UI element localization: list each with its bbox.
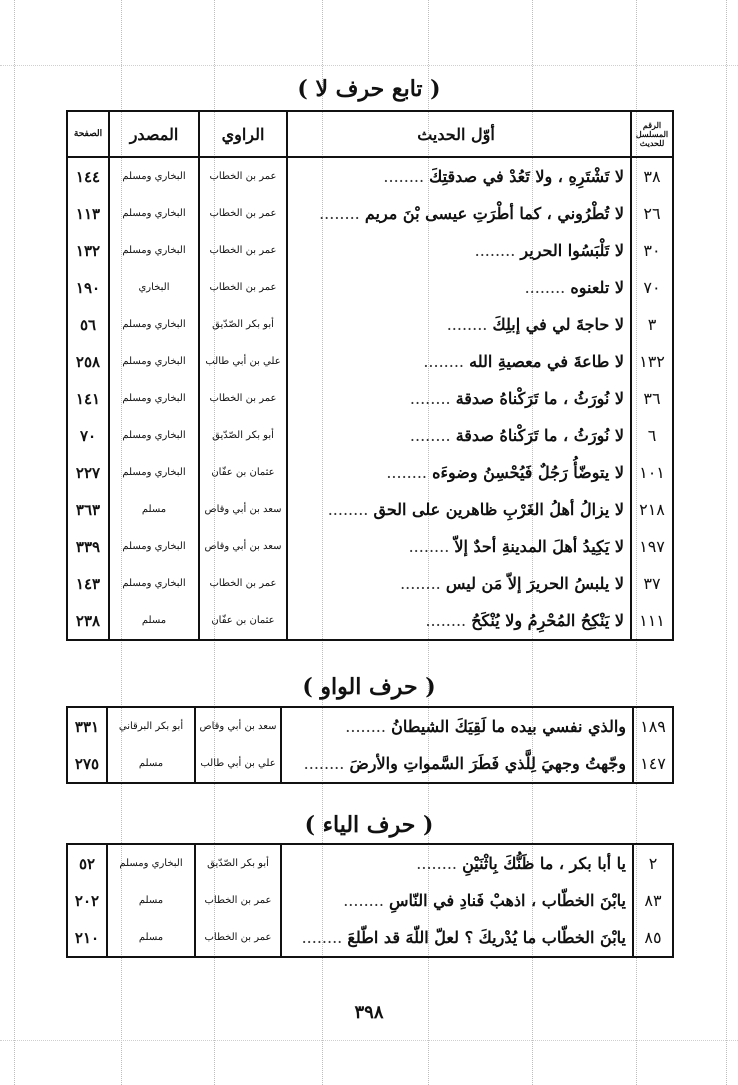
table-row bbox=[67, 882, 673, 919]
row-number: ١٨٩ bbox=[633, 707, 673, 745]
scan-guide bbox=[14, 0, 15, 1085]
source: مسلم bbox=[107, 745, 195, 783]
scan-guide bbox=[0, 65, 738, 66]
page-ref: ٢٠٢ bbox=[74, 891, 100, 910]
hadith-table-waw bbox=[66, 706, 674, 784]
table-row bbox=[67, 306, 673, 343]
source: البخاري ومسلم bbox=[109, 343, 199, 380]
leader-dots: ........ bbox=[386, 463, 433, 482]
page-ref: ١١٣ bbox=[75, 204, 101, 223]
narrator: عثمان بن عفّان bbox=[199, 602, 287, 640]
leader-dots: ........ bbox=[301, 928, 348, 947]
row-number: ٨٣ bbox=[633, 882, 673, 919]
row-number: ٢ bbox=[633, 844, 673, 882]
table-row bbox=[67, 380, 673, 417]
page-ref: ١٩٠ bbox=[75, 278, 101, 297]
row-number: ٣٧ bbox=[631, 565, 673, 602]
table-row bbox=[67, 491, 673, 528]
hadith-text: لا يتوضّأُ رَجُلٌ فَيُحْسِنُ وضوءَه ........ bbox=[287, 454, 631, 491]
source: أبو بكر البرقاني bbox=[107, 707, 195, 745]
col-header-number: الرقم المسلسل للحديث bbox=[631, 111, 673, 157]
hadith-text: يا أبا بكر ، ما ظَنُّكَ بِاثْنَيْنِ ........ bbox=[281, 844, 633, 882]
scan-guide bbox=[726, 0, 727, 1085]
hadith-text: لا طاعةَ في معصيةِ الله ........ bbox=[287, 343, 631, 380]
col-header-narrator: الراوي bbox=[199, 111, 287, 157]
page-ref: ٢٥٨ bbox=[75, 352, 101, 371]
page-ref: ١٤٤ bbox=[75, 167, 101, 186]
hadith-text: لا نُورَثُ ، ما تَرَكْناهُ صدقة ........ bbox=[287, 417, 631, 454]
hadith-text: لا حاجةَ لي في إبلِكَ ........ bbox=[287, 306, 631, 343]
source: البخاري ومسلم bbox=[109, 157, 199, 195]
page-ref: ٣٣٩ bbox=[75, 537, 101, 556]
row-number: ٧٠ bbox=[631, 269, 673, 306]
row-number: ٢١٨ bbox=[631, 491, 673, 528]
row-number: ٨٥ bbox=[633, 919, 673, 957]
source: البخاري ومسلم bbox=[109, 417, 199, 454]
scan-guide bbox=[0, 1040, 738, 1041]
source: مسلم bbox=[109, 491, 199, 528]
source: البخاري ومسلم bbox=[109, 195, 199, 232]
row-number: ١١١ bbox=[631, 602, 673, 640]
section-title: ( حرف الواو ) bbox=[302, 674, 436, 700]
hadith-text: وجّهتُ وجهيَ لِلَّذي فَطَرَ السَّمواتِ والأرضَ ........ bbox=[281, 745, 633, 783]
source: البخاري ومسلم bbox=[107, 844, 195, 882]
narrator: علي بن أبي طالب bbox=[195, 745, 281, 783]
narrator: عمر بن الخطاب bbox=[199, 565, 287, 602]
row-number: ٣ bbox=[631, 306, 673, 343]
leader-dots: ........ bbox=[327, 500, 374, 519]
hadith-text: لا تلعنوه ........ bbox=[287, 269, 631, 306]
page-ref: ٢١٠ bbox=[74, 928, 100, 947]
leader-dots: ........ bbox=[474, 241, 521, 260]
source: مسلم bbox=[107, 882, 195, 919]
table-row bbox=[67, 195, 673, 232]
page-ref: ٣٦٣ bbox=[75, 500, 101, 519]
section-title: ( حرف الياء ) bbox=[304, 812, 434, 838]
table-row bbox=[67, 602, 673, 640]
page-ref: ٢٣٨ bbox=[75, 611, 101, 630]
narrator: علي بن أبي طالب bbox=[199, 343, 287, 380]
page-ref: ٧٠ bbox=[79, 426, 97, 445]
hadith-text: يابْنَ الخطّاب ما يُدْريكَ ؟ لعلّ اللّهَ قد اطّلعَ ........ bbox=[281, 919, 633, 957]
leader-dots: ........ bbox=[303, 754, 350, 773]
table-row bbox=[67, 844, 673, 882]
row-number: ٣٦ bbox=[631, 380, 673, 417]
hadith-text: لا تَلْبَسُوا الحرير ........ bbox=[287, 232, 631, 269]
leader-dots: ........ bbox=[319, 204, 365, 223]
source: البخاري ومسلم bbox=[109, 454, 199, 491]
source: مسلم bbox=[107, 919, 195, 957]
narrator: عمر بن الخطاب bbox=[195, 882, 281, 919]
source: البخاري bbox=[109, 269, 199, 306]
source: البخاري ومسلم bbox=[109, 528, 199, 565]
hadith-text: لا يَنْكِحُ المُحْرِمُ ولا يُنْكَحُ ........ bbox=[287, 602, 631, 640]
leader-dots: ........ bbox=[423, 352, 470, 371]
narrator: سعد بن أبي وقاص bbox=[199, 491, 287, 528]
hadith-text: والذي نفسي بيده ما لَقِيَكَ الشيطانُ ........ bbox=[281, 707, 633, 745]
leader-dots: ........ bbox=[409, 426, 456, 445]
page-ref: ١٣٢ bbox=[75, 241, 101, 260]
page-ref: ٢٧٥ bbox=[74, 754, 100, 773]
source: مسلم bbox=[109, 602, 199, 640]
narrator: عمر بن الخطاب bbox=[199, 380, 287, 417]
leader-dots: ........ bbox=[383, 167, 430, 186]
narrator: عمر بن الخطاب bbox=[199, 232, 287, 269]
leader-dots: ........ bbox=[345, 717, 392, 736]
table-row bbox=[67, 707, 673, 745]
hadith-text: لا يَكِيدُ أهلَ المدينةِ أحدٌ إلاّ ........ bbox=[287, 528, 631, 565]
hadith-text: يابْنَ الخطّاب ، اذهبْ فَنادِ في النّاسِ ........ bbox=[281, 882, 633, 919]
source: البخاري ومسلم bbox=[109, 565, 199, 602]
section-title: ( تابع حرف لا ) bbox=[297, 76, 441, 102]
table-row bbox=[67, 919, 673, 957]
row-number: ٦ bbox=[631, 417, 673, 454]
page-ref: ٥٢ bbox=[78, 854, 96, 873]
table-row bbox=[67, 454, 673, 491]
row-number: ١٣٢ bbox=[631, 343, 673, 380]
page-ref: ٥٦ bbox=[79, 315, 97, 334]
table-row bbox=[67, 528, 673, 565]
page-ref: ٣٣١ bbox=[74, 717, 100, 736]
table-row bbox=[67, 417, 673, 454]
page-ref: ١٤١ bbox=[75, 389, 101, 408]
hadith-table-ya bbox=[66, 843, 674, 958]
source: البخاري ومسلم bbox=[109, 232, 199, 269]
leader-dots: ........ bbox=[343, 891, 389, 910]
narrator: أبو بكر الصّدّيق bbox=[199, 306, 287, 343]
col-header-page: الصفحة bbox=[67, 111, 109, 157]
row-number: ١٤٧ bbox=[633, 745, 673, 783]
narrator: أبو بكر الصّدّيق bbox=[199, 417, 287, 454]
source: البخاري ومسلم bbox=[109, 380, 199, 417]
page-ref: ١٤٣ bbox=[75, 574, 101, 593]
leader-dots: ........ bbox=[416, 854, 463, 873]
leader-dots: ........ bbox=[446, 315, 493, 334]
hadith-text: لا تَشْتَرِهِ ، ولا تَعُدْ في صدقتِكَ ........ bbox=[287, 157, 631, 195]
table-row bbox=[67, 232, 673, 269]
source: البخاري ومسلم bbox=[109, 306, 199, 343]
narrator: سعد بن أبي وقاص bbox=[195, 707, 281, 745]
hadith-text: لا تُطْرُوني ، كما أطْرَتِ عيسى بْنَ مريم ........ bbox=[287, 195, 631, 232]
table-row bbox=[67, 745, 673, 783]
narrator: أبو بكر الصّدّيق bbox=[195, 844, 281, 882]
narrator: عثمان بن عفّان bbox=[199, 454, 287, 491]
hadith-text: لا يلبسُ الحريرَ إلاّ مَن ليس ........ bbox=[287, 565, 631, 602]
table-row bbox=[67, 269, 673, 306]
row-number: ٣٠ bbox=[631, 232, 673, 269]
page-ref: ٢٢٧ bbox=[75, 463, 101, 482]
row-number: ٣٨ bbox=[631, 157, 673, 195]
row-number: ١٠١ bbox=[631, 454, 673, 491]
table-row bbox=[67, 343, 673, 380]
leader-dots: ........ bbox=[409, 389, 456, 408]
hadith-table-la bbox=[66, 110, 674, 641]
narrator: عمر بن الخطاب bbox=[199, 157, 287, 195]
narrator: عمر بن الخطاب bbox=[195, 919, 281, 957]
narrator: عمر بن الخطاب bbox=[199, 269, 287, 306]
table-row bbox=[67, 157, 673, 195]
table-row bbox=[67, 565, 673, 602]
page-number: ٣٩٨ bbox=[354, 1002, 384, 1023]
hadith-text: لا نُورَثُ ، ما تَرَكْناهُ صدقة ........ bbox=[287, 380, 631, 417]
narrator: عمر بن الخطاب bbox=[199, 195, 287, 232]
row-number: ٢٦ bbox=[631, 195, 673, 232]
hadith-text: لا يزالُ أهلُ الغَرْبِ ظاهرين على الحق ........ bbox=[287, 491, 631, 528]
narrator: سعد بن أبي وقاص bbox=[199, 528, 287, 565]
leader-dots: ........ bbox=[400, 574, 446, 593]
col-header-hadith: أوّل الحديث bbox=[287, 111, 631, 157]
col-header-source: المصدر bbox=[109, 111, 199, 157]
leader-dots: ........ bbox=[425, 611, 472, 630]
leader-dots: ........ bbox=[524, 278, 571, 297]
row-number: ١٩٧ bbox=[631, 528, 673, 565]
leader-dots: ........ bbox=[408, 537, 455, 556]
